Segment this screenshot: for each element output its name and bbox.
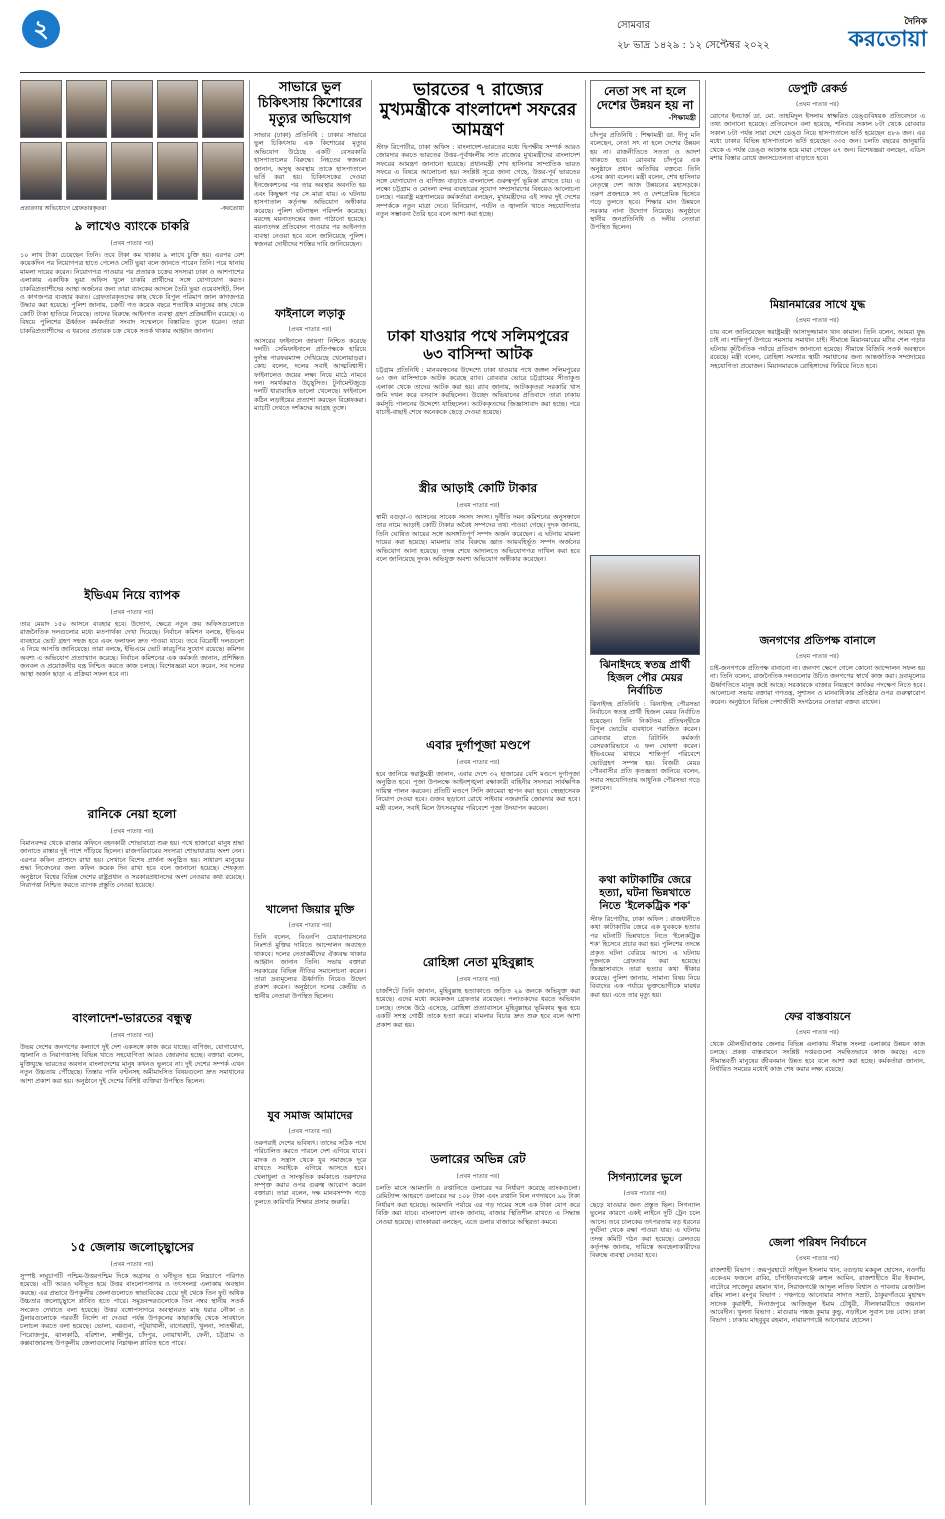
headline-deputy: ডেপুটি রেকর্ড xyxy=(787,82,848,95)
photo-grid xyxy=(20,80,244,200)
headline-india-cm: ভারতের ৭ রাজ্যের মুখ্যমন্ত্রীকে বাংলাদেশ সফরের আমন্ত্রণ xyxy=(379,80,577,140)
newspaper-logo xyxy=(835,14,927,60)
suspect-photo xyxy=(111,142,153,200)
suspect-photo xyxy=(20,80,62,138)
headline-leader: নেতা সৎ না হলে দেশের উন্নয়ন হয় না xyxy=(596,84,694,112)
headline-election-death: কথা কাটাকাটির জেরে হত্যা, ঘটনা ভিন্নখাতে নিতে 'ইলেকট্রিক শক' xyxy=(598,874,692,912)
article-youth: তরুণরাই দেশের ভবিষ্যৎ। তাদের সঠিক পথে পরিচালিত করতে পারলে দেশ এগিয়ে যাবে। মাদক ও সন্ত্রাস থেকে যুব সমাজকে দূরে রাখতে সবাইকে এগিয়ে আসতে হবে। খেলাধুলা ও সাংস্কৃতিক কর্মকাণ্ডে তরুণদের সম্পৃক্ত করার ওপর গুরুত্ব আরোপ করেন বক্তারা। তারা বলেন, দক্ষ মানবসম্পদ গড়ে তুলতে কারিগরি শিক্ষার প্রসার জরুরি। xyxy=(254,1139,366,1206)
headline-fence: ফের বাস্তবায়নে xyxy=(784,1010,851,1023)
continued-label: (প্রথম পাতার পর) xyxy=(288,326,332,333)
article-bank-job: ১০ লাখ টাকা চেয়েছেন তিনি। তবে টাকা কম থাকায় ৯ লাখে চুক্তি হয়। এরপর বেশ কয়েকদিন পর নিয়োগপত্র হাতে পেলেও সেটি ভুয়া বলে জানতে পারেন তিনি। পরে থানায় মামলা দায়ের করেন। নিয়োগপত্র পাওয়ার পর প্রতারক চক্রের সদস্যরা ঢাকা ও আশপাশের এলাকায় একাধিক ভুয়া অফিস খুলে চাকরি প্রার্থীদের সঙ্গে যোগাযোগ করত। চাকরিপ্রত্যাশীদের আস্থা অর্জনের জন্য তারা ব্যাংকের আদলে তৈরি ভুয়া ওয়েবসাইট, সিল ও কাগজপত্র ব্যবহার করত। গ্রেফতারকৃতদের কাছ থেকে বিপুল পরিমাণ জাল কাগজপত্র উদ্ধার করা হয়েছে। পুলিশ জানায়, চক্রটি গত কয়েক বছরে শতাধিক মানুষের কাছ থেকে কোটি টাকা হাতিয়ে নিয়েছে। তাদের বিরুদ্ধে আইনগত ব্যবস্থা গ্রহণ প্রক্রিয়াধীন রয়েছে। এ বিষয়ে পুলিশের ঊর্ধ্বতন কর্মকর্তারা সংবাদ সম্মেলনে বিস্তারিত তুলে ধরেন। তারা চাকরিপ্রত্যাশীদের এ ধরনের প্রতারক চক্র থেকে সতর্ক থাকার আহ্বান জানান। xyxy=(20,251,244,335)
headline-ranik: রানিকে নেয়া হলো xyxy=(87,807,177,821)
continued-label: (প্রথম পাতার পর) xyxy=(288,922,332,929)
headline-khaleda: খালেদা জিয়ার মুক্তি xyxy=(265,903,355,916)
continued-label: (প্রথম পাতার পর) xyxy=(456,1173,500,1180)
continued-label: (প্রথম পাতার পর) xyxy=(796,1029,839,1036)
article-signal: ছেড়ে যাওয়ার জন্য প্রস্তুত ছিল। সিগন্যাল ভুলের কারণে একই লাইনে দুটি ট্রেন চলে আসে। তবে চালকের তৎপরতায় বড় ধরনের দুর্ঘটনা থেকে রক্ষা পাওয়া যায়। এ ঘটনায় তদন্ত কমিটি গঠন করা হয়েছে। রেলওয়ে কর্তৃপক্ষ জানায়, দায়িত্বে অবহেলাকারীদের বিরুদ্ধে ব্যবস্থা নেওয়া হবে। xyxy=(590,1201,700,1260)
article-india-cm: স্টাফ রিপোর্টার, ঢাকা অফিস : বাংলাদেশ-ভারতের মধ্যে দ্বিপক্ষীয় সম্পর্ক আরও জোরদার করতে ভারতের উত্তর-পূর্বাঞ্চলীয় সাত রাজ্যের মুখ্যমন্ত্রীদের বাংলাদেশ সফরের আমন্ত্রণ জানানো হয়েছে। প্রধানমন্ত্রী শেখ হাসিনার সাম্প্রতিক ভারত সফরে এ বিষয়ে আলোচনা হয়। সংশ্লিষ্ট সূত্রে জানা গেছে, উত্তর-পূর্ব ভারতের সঙ্গে যোগাযোগ ও বাণিজ্য বাড়াতে বাংলাদেশ গুরুত্বপূর্ণ ভূমিকা রাখতে চায়। এ লক্ষ্যে চট্টগ্রাম ও মোংলা বন্দর ব্যবহারের সুযোগ সম্প্রসারণের বিষয়েও আলোচনা চলছে। পররাষ্ট্র মন্ত্রণালয়ের কর্মকর্তারা বলছেন, মুখ্যমন্ত্রীদের এই সফর দুই দেশের সম্পর্ককে নতুন মাত্রা দেবে। বিনিয়োগ, পর্যটন ও জ্বালানি খাতে সহযোগিতার নতুন সম্ভাবনা তৈরি হবে বলে আশা করা হচ্ছে। xyxy=(376,143,580,219)
article-savar: সাভার (ঢাকা) প্রতিনিধি : ঢাকার সাভারে ভুল চিকিৎসায় এক কিশোরের মৃত্যুর অভিযোগ উঠেছে একটি বেসরকারি হাসপাতালের বিরুদ্ধে। নিহতের স্বজনরা জানান, অসুস্থ অবস্থায় তাকে হাসপাতালে ভর্তি করা হয়। চিকিৎসকের দেওয়া ইনজেকশনের পর তার অবস্থার অবনতি হয় এবং কিছুক্ষণ পর সে মারা যায়। এ ঘটনায় হাসপাতাল কর্তৃপক্ষ অভিযোগ অস্বীকার করেছে। পুলিশ ঘটনাস্থল পরিদর্শন করেছে। মরদেহ ময়নাতদন্তের জন্য পাঠানো হয়েছে। ময়নাতদন্ত প্রতিবেদন পাওয়ার পর আইনগত ব্যবস্থা নেওয়া হবে বলে জানিয়েছে পুলিশ। স্বজনরা দোষীদের শাস্তির দাবি জানিয়েছেন। xyxy=(254,131,366,249)
suspect-photo xyxy=(202,80,244,138)
article-khaleda: তিনি বলেন, বিএনপি চেয়ারপারসনের নিঃশর্ত মুক্তির দাবিতে আন্দোলন অব্যাহত থাকবে। দলের নেতাকর্মীদের ঐক্যবদ্ধ থাকার আহ্বান জানান তিনি। সভায় বক্তারা সরকারের বিভিন্ন নীতির সমালোচনা করেন। তারা দ্রব্যমূল্যের ঊর্ধ্বগতি নিয়েও উদ্বেগ প্রকাশ করেন। অনুষ্ঠানে দলের কেন্দ্রীয় ও স্থানীয় নেতারা উপস্থিত ছিলেন। xyxy=(254,933,366,1000)
headline-three-crore: স্ত্রীর আড়াই কোটি টাকার xyxy=(418,481,538,495)
continued-label: (প্রথম পাতার পর) xyxy=(456,502,500,509)
column-divider xyxy=(249,80,250,1505)
continued-label: (প্রথম পাতার পর) xyxy=(110,828,154,835)
article-salimpur: চট্টগ্রাম প্রতিনিধি : মানববন্ধনের উদ্দেশ্যে ঢাকা যাওয়ার পথে জঙ্গল সলিমপুরের ৬৩ জন বাসিন্দাকে আটক করেছে র‍্যাব। রোববার ভোরে চট্টগ্রামের সীতাকুণ্ড এলাকা থেকে তাদের আটক করা হয়। র‍্যাব জানায়, আটককৃতরা সরকারি খাস জমি দখল করে বসবাস করছিলেন। উচ্ছেদ অভিযানের প্রতিবাদে তারা ঢাকায় কর্মসূচি পালনের উদ্দেশ্যে যাচ্ছিলেন। আটককৃতদের জিজ্ঞাসাবাদ করা হচ্ছে। পরে যাচাই-বাছাই শেষে অনেককে ছেড়ে দেওয়া হয়েছে। xyxy=(376,366,580,417)
column-divider xyxy=(705,80,706,1505)
article-deputy: রোগের ইনচার্জ ডা. মো. তাহমিদুল ইসলাম স্বাক্ষরিত ডেঙ্গুবিষয়ক প্রতিবেদনে এ তথ্য জানানো হয়েছে। প্রতিবেদনে বলা হয়েছে, শনিবার সকাল ৮টা থেকে রোববার সকাল ৮টা পর্যন্ত সারা দেশে ডেঙ্গু নিয়ে হাসপাতালে ভর্তি হয়েছেন ৪৮৬ জন। এর মধ্যে ঢাকার বিভিন্ন হাসপাতালে ভর্তি হয়েছেন ৩৩৫ জন। চলতি বছরের জানুয়ারি থেকে এ পর্যন্ত ডেঙ্গু আক্রান্ত হয়ে মারা গেছেন ৬৭ জন। বিশেষজ্ঞরা বলছেন, এডিস মশার বিস্তার রোধে জনসচেতনতা বাড়াতে হবে। xyxy=(710,112,925,163)
article-bd-india: উভয় দেশের জনগণের কল্যাণে দুই দেশ একসঙ্গে কাজ করে যাচ্ছে। বাণিজ্য, যোগাযোগ, জ্বালানি ও নিরাপত্তাসহ বিভিন্ন খাতে সহযোগিতা আরও জোরদার হচ্ছে। বক্তারা বলেন, মুক্তিযুদ্ধে ভারতের অবদান বাংলাদেশের মানুষ কখনও ভুলবে না। দুই দেশের সম্পর্ক এখন নতুন উচ্চতায় পৌঁছেছে। তিস্তার পানি বণ্টনসহ অমীমাংসিত বিষয়গুলো দ্রুত সমাধানের আশা প্রকাশ করা হয়। অনুষ্ঠানে দুই দেশের বিশিষ্ট ব্যক্তিরা উপস্থিত ছিলেন। xyxy=(20,1043,244,1085)
headline-durga: এবার দুর্গাপূজা মণ্ডপে xyxy=(425,738,531,752)
continued-label: (প্রথম পাতার পর) xyxy=(110,1261,154,1268)
continued-label: (প্রথম পাতার পর) xyxy=(456,759,500,766)
headline-dollar: ডলারের অভিন্ন রেট xyxy=(430,1152,526,1166)
continued-label: (প্রথম পাতার পর) xyxy=(796,1255,839,1262)
masthead-date: ২৮ ভাদ্র ১৪২৯ : ১২ সেপ্টেম্বর ২০২২ xyxy=(617,40,770,51)
logo-main-text: করতোয়া xyxy=(848,27,927,52)
continued-label: (প্রথম পাতার পর) xyxy=(110,240,154,247)
headline-flood: ১৫ জেলায় জলোচ্ছ্বাসের xyxy=(70,1240,194,1254)
article-dollar: চলতি মাসে আমদানি ও রপ্তানিতে ডলারের দর নির্ধারণ করেছে ব্যাংকগুলো। রেমিট্যান্স আহরণে ডলারের দর ১০৮ টাকা এবং রপ্তানি বিল নগদায়নে ৯৯ টাকা নির্ধারণ করা হয়েছে। আমদানি পর্যায়ে এর গড় দামের সঙ্গে এক টাকা যোগ করে বিক্রি করা যাবে। বাংলাদেশ ব্যাংক জানায়, বাজার স্থিতিশীল রাখতে এ সিদ্ধান্ত নেওয়া হয়েছে। ব্যাংকাররা বলছেন, এতে ডলার বাজারে অস্থিরতা কমবে। xyxy=(376,1184,580,1226)
photo-caption-right: -করতোয়া xyxy=(220,205,244,212)
article-rohingya: চার্জশিটে তিনি জানান, মুহিবুল্লাহ হত্যাকাণ্ডে জড়িত ২৯ জনকে অভিযুক্ত করা হয়েছে। এদের মধ্যে কয়েকজন গ্রেফতার রয়েছেন। পলাতকদের ধরতে অভিযান চলছে। তদন্তে উঠে এসেছে, রোহিঙ্গা প্রত্যাবাসনে মুহিবুল্লাহর ভূমিকায় ক্ষুব্ধ হয়ে একটি সশস্ত্র গোষ্ঠী তাকে হত্যা করে। মামলার বিচার দ্রুত শুরু হবে বলে আশা প্রকাশ করা হয়। xyxy=(376,987,580,1029)
headline-evm: ইভিএম নিয়ে ব্যাপক xyxy=(84,588,180,602)
article-three-crore: স্বামী বগুড়া-৩ আসনের সাবেক সংসদ সদস্য। দুর্নীতি দমন কমিশনের অনুসন্ধানে তার নামে আড়াই কোটি টাকার অবৈধ সম্পদের তথ্য পাওয়া গেছে। দুদক জানায়, তিনি ঘোষিত আয়ের সঙ্গে অসঙ্গতিপূর্ণ সম্পদ অর্জন করেছেন। এ ঘটনায় মামলা দায়ের করা হয়েছে। মামলায় তার বিরুদ্ধে জ্ঞাত আয়বহির্ভূত সম্পদ অর্জনের অভিযোগ আনা হয়েছে। তদন্ত শেষে আদালতে অভিযোগপত্র দাখিল করা হবে বলে জানিয়েছে দুদক। অভিযুক্ত অবশ্য অভিযোগ অস্বীকার করেছেন। xyxy=(376,513,580,564)
article-leader: চাঁদপুর প্রতিনিধি : শিক্ষামন্ত্রী ডা. দীপু মনি বলেছেন, নেতা সৎ না হলে দেশের উন্নয়ন হয় না। রাজনীতিতে সততা ও আদর্শ থাকতে হবে। রোববার চাঁদপুরে এক অনুষ্ঠানে প্রধান অতিথির বক্তব্যে তিনি এসব কথা বলেন। মন্ত্রী বলেন, শেখ হাসিনার নেতৃত্বে দেশ আজ উন্নয়নের মহাসড়কে। তরুণ প্রজন্মকে সৎ ও দেশপ্রেমিক হিসেবে গড়ে তুলতে হবে। শিক্ষার মান উন্নয়নে সরকার নানা উদ্যোগ নিয়েছে। অনুষ্ঠানে স্থানীয় জনপ্রতিনিধি ও দলীয় নেতারা উপস্থিত ছিলেন। xyxy=(590,131,700,232)
continued-label: (প্রথম পাতার পর) xyxy=(288,1128,332,1135)
suspect-photo xyxy=(202,142,244,200)
headline-rohingya: রোহিঙ্গা নেতা মুহিবুল্লাহ xyxy=(422,955,534,969)
article-election-death: স্টাফ রিপোর্টার, ঢাকা অফিস : রাজধানীতে কথা কাটাকাটির জেরে এক যুবককে হত্যার পর ঘটনাটি ভিন্নখাতে নিতে 'ইলেকট্রিক শক' হিসেবে প্রচার করা হয়। পুলিশের তদন্তে প্রকৃত ঘটনা বেরিয়ে আসে। এ ঘটনায় দুজনকে গ্রেফতার করা হয়েছে। জিজ্ঞাসাবাদে তারা হত্যার কথা স্বীকার করেছে। পুলিশ জানায়, সামান্য বিষয় নিয়ে বিবাদের এক পর্যায়ে ভুক্তভোগীকে মারধর করা হয়। এতে তার মৃত্যু হয়। xyxy=(590,915,700,999)
masthead xyxy=(587,14,927,70)
suspect-photo xyxy=(20,142,62,200)
masthead-rule xyxy=(20,72,925,73)
article-ranik: বিমানবন্দর থেকে রাজার কফিনে বহনকারী শোভাযাত্রা শুরু হয়। পথে হাজারো মানুষ শ্রদ্ধা জানাতে রাস্তার দুই পাশে দাঁড়িয়ে ছিলেন। রাজপরিবারের সদস্যরা শোভাযাত্রায় অংশ নেন। এরপর কফিন প্রাসাদে রাখা হয়। সেখানে বিশেষ প্রার্থনা অনুষ্ঠিত হয়। সাধারণ মানুষের শ্রদ্ধা নিবেদনের জন্য কফিন কয়েক দিন রাখা হবে বলে জানানো হয়েছে। শেষকৃত্য অনুষ্ঠানে বিশ্বের বিভিন্ন দেশের রাষ্ট্রপ্রধান ও সরকারপ্রধানদের অংশ নেওয়ার কথা রয়েছে। নিরাপত্তা নিশ্চিত করতে ব্যাপক প্রস্তুতি নেওয়া হয়েছে। xyxy=(20,839,244,890)
article-evm: তার মেয়াদ ১৫০ আসনে ব্যবহার হবে। উদ্যোগ, ক্ষেত্রে নতুন ক্রয় অফিসগুলোতে রাজনৈতিক দলগুলোর মধ্যে মতপার্থক্য দেখা দিয়েছে। নির্বাচন কমিশন বলছে, ইভিএম ব্যবহারে ভোট গ্রহণ সহজ হবে এবং ফলাফল দ্রুত পাওয়া যাবে। তবে বিরোধী দলগুলো এ নিয়ে আপত্তি জানিয়েছে। তারা বলছে, ইভিএমে ভোট কারচুপির সুযোগ রয়েছে। কমিশন অবশ্য এ অভিযোগ প্রত্যাখ্যান করেছে। নির্বাচন কমিশনের এক কর্মকর্তা জানান, প্রশিক্ষিত জনবল ও প্রয়োজনীয় যন্ত্র নিশ্চিত করতে কাজ চলছে। বিশেষজ্ঞরা মনে করেন, সব দলের আস্থা অর্জন ছাড়া এ প্রক্রিয়া সফল হবে না। xyxy=(20,620,244,679)
continued-label: (প্রথম পাতার পর) xyxy=(110,1032,154,1039)
column-1 xyxy=(20,80,244,1505)
article-myanmar: চায় বলে জানিয়েছেন স্বরাষ্ট্রমন্ত্রী আসাদুজ্জামান খান কামাল। তিনি বলেন, আমরা যুদ্ধ চাই না। শান্তিপূর্ণ উপায়ে সমস্যার সমাধান চাই। সীমান্তে মিয়ানমারের মর্টার শেল পড়ার ঘটনায় কূটনৈতিক পর্যায়ে প্রতিবাদ জানানো হয়েছে। সীমান্তে বিজিবি সতর্ক অবস্থানে রয়েছে। মন্ত্রী বলেন, রোহিঙ্গা সমস্যার স্থায়ী সমাধানের জন্য আন্তর্জাতিক সম্প্রদায়ের সহযোগিতা প্রয়োজন। মিয়ানমারকে রোহিঙ্গাদের ফিরিয়ে নিতে হবে। xyxy=(710,328,925,370)
masthead-day: সোমবার xyxy=(617,20,651,31)
headline-bank-job: ৯ লাখেও ব্যাংকে চাকরি xyxy=(74,219,190,233)
article-flood: সুস্পষ্ট লঘুচাপটি পশ্চিম-উত্তরপশ্চিম দিকে অগ্রসর ও ঘনীভূত হয়ে নিম্নচাপে পরিণত হয়েছে। এটি আরও ঘনীভূত হয়ে উত্তর বাংলোপসাগর ও তৎসংলগ্ন এলাকায় অবস্থান করছে। এর প্রভাবে উপকূলীয় জেলাগুলোতে স্বাভাবিকের চেয়ে দুই থেকে তিন ফুট অধিক উচ্চতার জলোচ্ছ্বাসে প্লাবিত হতে পারে। সমুদ্রবন্দরগুলোকে তিন নম্বর স্থানীয় সতর্ক সংকেত দেখাতে বলা হয়েছে। উত্তর বঙ্গোপসাগরে অবস্থানরত মাছ ধরার নৌকা ও ট্রলারগুলোকে পরবর্তী নির্দেশ না দেওয়া পর্যন্ত উপকূলের কাছাকাছি থেকে সাবধানে চলাচল করতে বলা হয়েছে। ভোলা, বরগুনা, পটুয়াখালী, বাগেরহাট, খুলনা, সাতক্ষীরা, পিরোজপুর, ঝালকাঠি, বরিশাল, লক্ষ্মীপুর, চাঁদপুর, নোয়াখালী, ফেনী, চট্টগ্রাম ও কক্সবাজারসহ উপকূলীয় জেলাগুলোর নিম্নাঞ্চল প্লাবিত হতে পারে। xyxy=(20,1272,244,1348)
headline-signal: সিগন্যালের ভুলে xyxy=(608,1171,682,1184)
suspect-photo xyxy=(157,80,199,138)
headline-bd-india: বাংলাদেশ-ভারতের বন্ধুত্ব xyxy=(72,1011,192,1025)
headline-jamalpur: জনগণের প্রতিপক্ষ বানালে xyxy=(759,634,876,647)
headline-youth: যুব সমাজ আমাদের xyxy=(267,1109,353,1122)
photo-caption-left: প্রতারণার অভিযোগে গ্রেফতারকৃতরা xyxy=(20,205,107,212)
photo-caption xyxy=(20,203,244,214)
column-3 xyxy=(376,80,580,1505)
article-durga: হবে জানিয়ে স্বরাষ্ট্রমন্ত্রী জানান, এবার দেশে ৩২ হাজারের বেশি মণ্ডপে দুর্গাপূজা অনুষ্ঠিত হবে। পূজা উপলক্ষে আইনশৃঙ্খলা রক্ষাকারী বাহিনীর সদস্যরা সার্বক্ষণিক দায়িত্ব পালন করবেন। প্রতিটি মণ্ডপে সিসি ক্যামেরা স্থাপন করা হবে। স্বেচ্ছাসেবক নিয়োগ দেওয়া হবে। গুজব ছড়ানো রোধে সাইবার নজরদারি জোরদার করা হবে। মন্ত্রী বলেন, সবাই মিলে উৎসবমুখর পরিবেশে পূজা উদযাপন করবেন। xyxy=(376,770,580,812)
column-divider xyxy=(371,80,372,1505)
article-jamalpur: চাই-জনগণকে প্রতিপক্ষ বানানো না। জনগণ ক্ষেপে গেলে কোনো আন্দোলন সফল হয় না। তিনি বলেন, রাজনৈতিক দলগুলোর উচিত জনগণের স্বার্থে কাজ করা। দ্রব্যমূল্যের ঊর্ধ্বগতিতে মানুষ কষ্টে আছে। সরকারকে বাজার নিয়ন্ত্রণে কার্যকর পদক্ষেপ নিতে হবে। আলোচনা সভায় বক্তারা গণতন্ত্র, সুশাসন ও মানবাধিকার প্রতিষ্ঠার ওপর গুরুত্বারোপ করেন। অনুষ্ঠানে বিভিন্ন পেশাজীবী সংগঠনের নেতারা বক্তব্য রাখেন। xyxy=(710,664,925,706)
leader-byline: -শিক্ষামন্ত্রী xyxy=(668,114,696,122)
suspect-photo xyxy=(66,80,108,138)
continued-label: (প্রথম পাতার পর) xyxy=(796,317,839,324)
column-divider xyxy=(585,80,586,1505)
continued-label: (প্রথম পাতার পর) xyxy=(110,609,154,616)
candidate-portrait xyxy=(590,555,700,655)
headline-myanmar: মিয়ানমারের সাথে যুদ্ধ xyxy=(769,298,866,311)
headline-savar: সাভারে ভুল চিকিৎসায় কিশোরের মৃত্যুর অভিযোগ xyxy=(257,80,363,127)
headline-salimpur: ঢাকা যাওয়ার পথে সলিমপুরের ৬৩ বাসিন্দা আটক xyxy=(387,327,569,363)
logo-small-text: দৈনিক xyxy=(904,17,927,27)
article-final: আসরের ফাইনালে জায়গা নিশ্চিত করেছে দলটি। সেমিফাইনালে প্রতিপক্ষকে হারিয়ে দুর্দান্ত পারফরম্যান্স দেখিয়েছে খেলোয়াড়রা। কোচ বলেন, দলের সবাই আত্মবিশ্বাসী। ফাইনালেও জয়ের লক্ষ্য নিয়ে মাঠে নামবে দল। সমর্থকরাও উচ্ছ্বসিত। টুর্নামেন্টজুড়ে দলটি ধারাবাহিক ভালো খেলেছে। ফাইনালে কঠিন লড়াইয়ের প্রত্যাশা করছেন বিশ্লেষকরা। ম্যাচটি দেখতে দর্শকদের আগ্রহ তুঙ্গে। xyxy=(254,337,366,413)
article-fence: থেকে মৌলভীবাজার জেলার বিভিন্ন এলাকায় সীমান্ত সংলগ্ন এলাকার উন্নয়ন কাজ চলছে। প্রকল্প বাস্তবায়নে সংশ্লিষ্ট দপ্তরগুলো সমন্বিতভাবে কাজ করছে। এতে সীমান্তবর্তী মানুষের জীবনমান উন্নত হবে বলে আশা করা হচ্ছে। কর্মকর্তারা জানান, নির্ধারিত সময়ের মধ্যেই কাজ শেষ করার লক্ষ্য রয়েছে। xyxy=(710,1040,925,1074)
headline-zilla: জেলা পরিষদ নির্বাচনে xyxy=(768,1236,867,1249)
article-jhenaidah: ঝিনাইদহ প্রতিনিধি : ঝিনাইদহ পৌরসভা নির্বাচনে স্বতন্ত্র প্রার্থী হিজল মেয়র নির্বাচিত হয়েছেন। তিনি নিকটতম প্রতিদ্বন্দ্বীকে বিপুল ভোটের ব্যবধানে পরাজিত করেন। রোববার রাতে রিটার্নিং কর্মকর্তা বেসরকারিভাবে এ ফল ঘোষণা করেন। ইভিএমের মাধ্যমে শান্তিপূর্ণ পরিবেশে ভোটগ্রহণ সম্পন্ন হয়। বিজয়ী মেয়র পৌরবাসীর প্রতি কৃতজ্ঞতা জানিয়ে বলেন, সবার সহযোগিতায় আধুনিক পৌরসভা গড়ে তুলবেন। xyxy=(590,700,700,793)
headline-jhenaidah: ঝিনাইদহে স্বতন্ত্র প্রার্থী হিজল পৌর মেয়র নির্বাচিত xyxy=(599,659,691,697)
continued-label: (প্রথম পাতার পর) xyxy=(623,1190,667,1197)
continued-label: (প্রথম পাতার পর) xyxy=(456,976,500,983)
suspect-photo xyxy=(66,142,108,200)
suspect-photo xyxy=(111,80,153,138)
column-4 xyxy=(590,80,700,1505)
suspect-photo xyxy=(157,142,199,200)
continued-label: (প্রথম পাতার পর) xyxy=(796,653,839,660)
leader-box xyxy=(590,80,700,128)
continued-label: (প্রথম পাতার পর) xyxy=(796,101,839,108)
headline-final: ফাইনালে লড়াকু xyxy=(274,307,346,320)
column-5 xyxy=(710,80,925,1505)
page-number: ২ xyxy=(22,10,60,48)
column-2 xyxy=(254,80,366,1505)
article-zilla: রাজশাহী বিভাগ : জয়পুরহাটে সাইফুল ইসলাম খান, বগুড়ায় মকবুল হোসেন, নওগাঁয় একেএম ফজলে রাব্বি, চাঁপাইনবাবগঞ্জে রুহুল আমিন, রাজশাহীতে মীর ইকবাল, নাটোরে সাজেদুর রহমান খান, সিরাজগঞ্জে আব্দুল লতিফ বিশ্বাস ও পাবনায় রেজাউল রহিম লাল। রংপুর বিভাগ : পঞ্চগড়ে আনোয়ার সাদাত সম্রাট, ঠাকুরগাঁওয়ে মুহাম্মদ সাদেক কুরাইশী, দিনাজপুরে আজিজুল ইমাম চৌধুরী, নীলফামারীতে জয়নাল আবেদীন। খুলনা বিভাগ : মাগুরায় পঙ্কজ কুমার কুন্ডু, নড়াইলে সুবাস চন্দ্র বোস। ঢাকা বিভাগ : ঢাকায় মাহবুবুর রহমান, নারায়ণগঞ্জে আনোয়ার হোসেন। xyxy=(710,1266,925,1325)
